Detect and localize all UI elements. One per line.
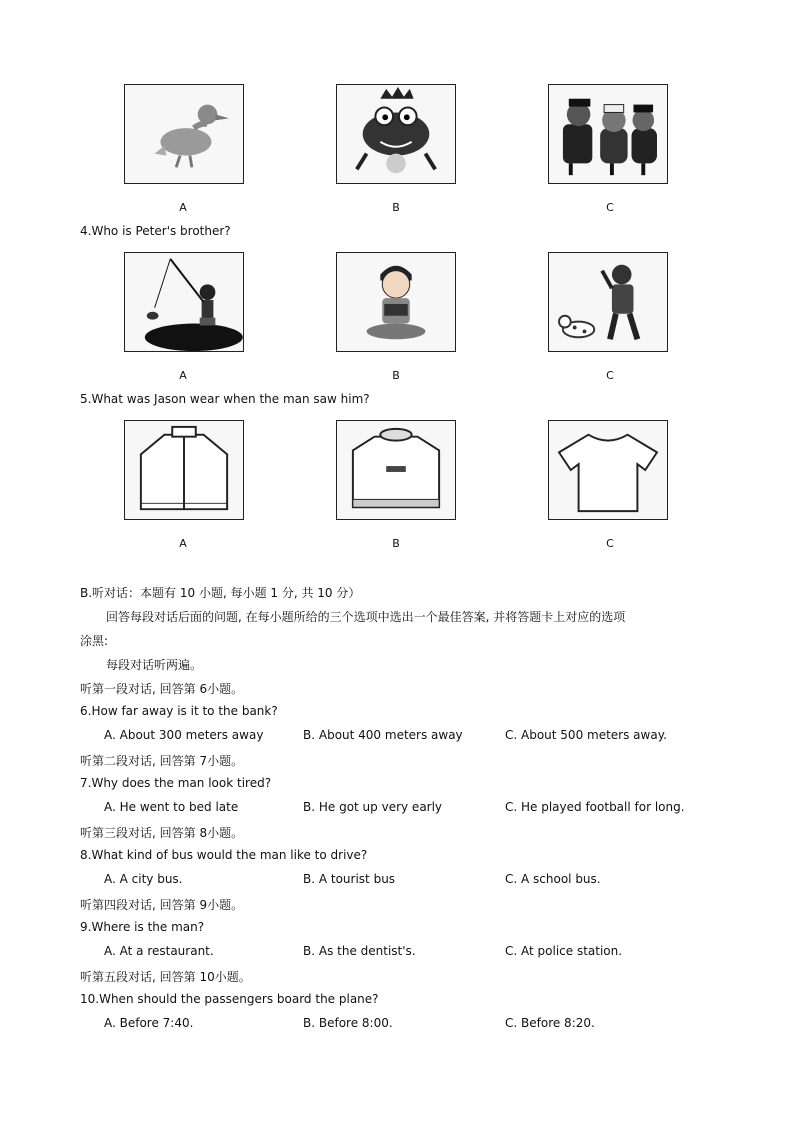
option-label-a: A <box>179 369 187 382</box>
section-b-instructions-cont: 涂黑: <box>80 634 109 648</box>
option-label-c: C <box>606 201 614 214</box>
option-b: B. A tourist bus <box>303 872 396 886</box>
option-a: A. At a restaurant. <box>104 944 214 958</box>
dialogue-intro: 听第二段对话, 回答第 7小题。 <box>80 754 244 768</box>
boy-with-dog-picture <box>548 252 668 352</box>
question-10: 10.When should the passengers board the plane? <box>80 992 379 1006</box>
dialogue-intro: 听第三段对话, 回答第 8小题。 <box>80 826 244 840</box>
option-b: B. As the dentist's. <box>303 944 416 958</box>
option-label-a: A <box>179 537 187 550</box>
section-b-instructions: 回答每段对话后面的问题, 在每小题所给的三个选项中选出一个最佳答案, 并将答题卡上对应的选项 <box>106 610 626 624</box>
question-9: 9.Where is the man? <box>80 920 205 934</box>
option-c: C. A school bus. <box>505 872 601 886</box>
option-a: A. About 300 meters away <box>104 728 264 742</box>
question-8: 8.What kind of bus would the man like to drive? <box>80 848 368 862</box>
tshirt-picture <box>548 420 668 520</box>
dialogue-intro: 听第四段对话, 回答第 9小题。 <box>80 898 244 912</box>
sweater-picture <box>336 420 456 520</box>
option-label-a: A <box>179 201 187 214</box>
option-label-b: B <box>392 201 400 214</box>
dialogue-intro: 听第一段对话, 回答第 6小题。 <box>80 682 244 696</box>
image-row-q4 <box>0 252 794 356</box>
option-b: B. Before 8:00. <box>303 1016 393 1030</box>
option-c: C. He played football for long. <box>505 800 685 814</box>
image-row-q5 <box>0 420 794 524</box>
option-label-b: B <box>392 369 400 382</box>
option-a: A. A city bus. <box>104 872 183 886</box>
fishing-boy-picture <box>124 252 244 352</box>
question-7: 7.Why does the man look tired? <box>80 776 272 790</box>
duck-picture <box>124 84 244 184</box>
option-label-c: C <box>606 537 614 550</box>
option-c: C. At police station. <box>505 944 623 958</box>
option-label-c: C <box>606 369 614 382</box>
question-6: 6.How far away is it to the bank? <box>80 704 278 718</box>
frog-prince-picture <box>336 84 456 184</box>
wolf-and-pigs-picture <box>548 84 668 184</box>
option-b: B. About 400 meters away <box>303 728 463 742</box>
image-row-q3 <box>0 84 794 188</box>
option-label-b: B <box>392 537 400 550</box>
question-5: 5.What was Jason wear when the man saw him? <box>80 392 370 406</box>
jacket-picture <box>124 420 244 520</box>
section-b-note: 每段对话听两遍。 <box>106 658 203 672</box>
option-c: C. Before 8:20. <box>505 1016 595 1030</box>
option-b: B. He got up very early <box>303 800 443 814</box>
question-4: 4.Who is Peter's brother? <box>80 224 231 238</box>
option-c: C. About 500 meters away. <box>505 728 667 742</box>
dialogue-intro: 听第五段对话, 回答第 10小题。 <box>80 970 251 984</box>
option-a: A. Before 7:40. <box>104 1016 194 1030</box>
section-b-title: B.听对话：本题有 10 小题, 每小题 1 分, 共 10 分） <box>80 586 361 600</box>
option-a: A. He went to bed late <box>104 800 239 814</box>
reading-boy-picture <box>336 252 456 352</box>
